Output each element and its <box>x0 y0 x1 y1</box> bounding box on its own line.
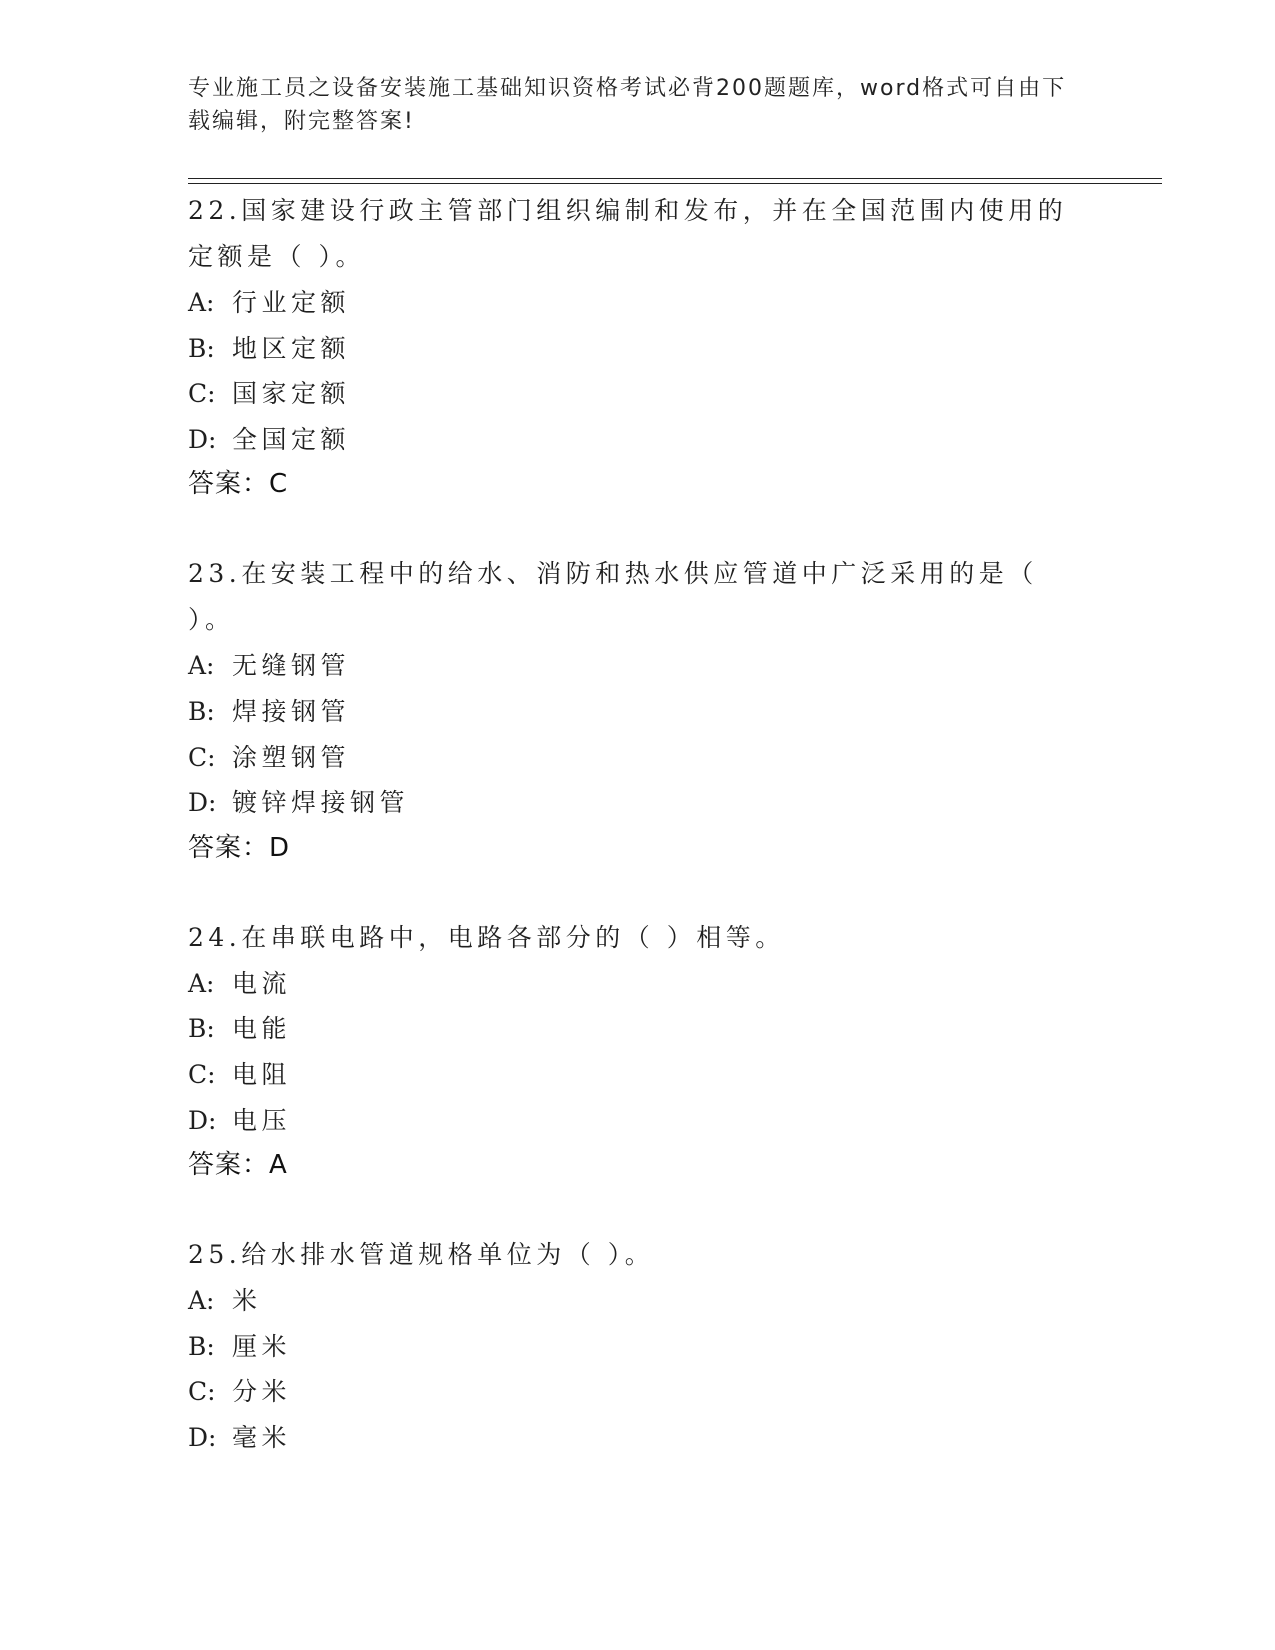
option-letter: C: <box>188 1377 216 1407</box>
question-22 <box>188 188 1088 507</box>
answer-line: 答案：D <box>188 832 291 863</box>
answer-line: 答案：C <box>188 469 289 500</box>
option-a <box>188 280 1088 326</box>
option-letter: A: <box>188 288 215 317</box>
option-c <box>188 735 1088 781</box>
option-text: 分米 <box>232 1377 292 1407</box>
option-letter: A: <box>188 968 215 998</box>
option-b <box>188 1324 1088 1370</box>
question-text: 23.在安装工程中的给水、消防和热水供应管道中广泛采用的是（ ）。 <box>188 559 1038 635</box>
option-text: 国家定额 <box>232 379 351 409</box>
option-c <box>188 1369 1088 1415</box>
option-d <box>188 780 1088 826</box>
option-letter: C: <box>188 379 216 409</box>
option-text: 电阻 <box>232 1059 292 1089</box>
option-text: 无缝钢管 <box>232 651 351 681</box>
header-divider-bottom <box>188 183 1162 184</box>
option-letter: C: <box>188 1059 216 1089</box>
option-letter: D: <box>188 424 217 454</box>
option-c <box>188 371 1088 417</box>
option-text: 行业定额 <box>232 288 351 317</box>
question-23 <box>188 551 1088 870</box>
question-24 <box>188 915 1088 1188</box>
option-text: 厘米 <box>232 1331 292 1361</box>
option-letter: D: <box>188 788 217 818</box>
option-a <box>188 961 1088 1007</box>
option-text: 焊接钢管 <box>232 696 351 726</box>
option-text: 电压 <box>232 1105 292 1135</box>
option-text: 涂塑钢管 <box>232 742 351 772</box>
option-text: 毫米 <box>232 1422 292 1452</box>
option-d <box>188 417 1088 463</box>
option-b <box>188 689 1088 735</box>
option-d <box>188 1415 1088 1461</box>
option-letter: B: <box>188 1014 215 1044</box>
option-b <box>188 326 1088 372</box>
option-letter: D: <box>188 1422 217 1452</box>
option-text: 米 <box>232 1286 262 1316</box>
option-letter: A: <box>188 1286 215 1316</box>
header-divider-top <box>188 178 1162 179</box>
option-text: 全国定额 <box>232 424 351 454</box>
option-a <box>188 643 1088 689</box>
question-list <box>188 188 1088 1461</box>
option-letter: B: <box>188 696 215 726</box>
document-header: 专业施工员之设备安装施工基础知识资格考试必背200题题库，word格式可自由下载编辑，附完整答案! <box>188 76 1067 134</box>
option-c <box>188 1052 1088 1098</box>
option-text: 电能 <box>232 1014 292 1044</box>
option-letter: B: <box>188 1331 215 1361</box>
option-letter: D: <box>188 1105 217 1135</box>
question-25 <box>188 1232 1088 1460</box>
option-text: 电流 <box>232 968 292 998</box>
option-text: 地区定额 <box>232 333 351 363</box>
option-a <box>188 1278 1088 1324</box>
answer-line: 答案：A <box>188 1150 288 1181</box>
question-text: 25.给水排水管道规格单位为（ ）。 <box>188 1240 655 1270</box>
option-text: 镀锌焊接钢管 <box>232 788 410 818</box>
option-letter: C: <box>188 742 216 772</box>
option-d <box>188 1098 1088 1144</box>
option-b <box>188 1006 1088 1052</box>
question-text: 22.国家建设行政主管部门组织编制和发布，并在全国范围内使用的定额是（ ）。 <box>188 196 1068 271</box>
question-text: 24.在串联电路中，电路各部分的（ ）相等。 <box>188 922 785 952</box>
option-letter: A: <box>188 651 215 681</box>
option-letter: B: <box>188 333 215 363</box>
